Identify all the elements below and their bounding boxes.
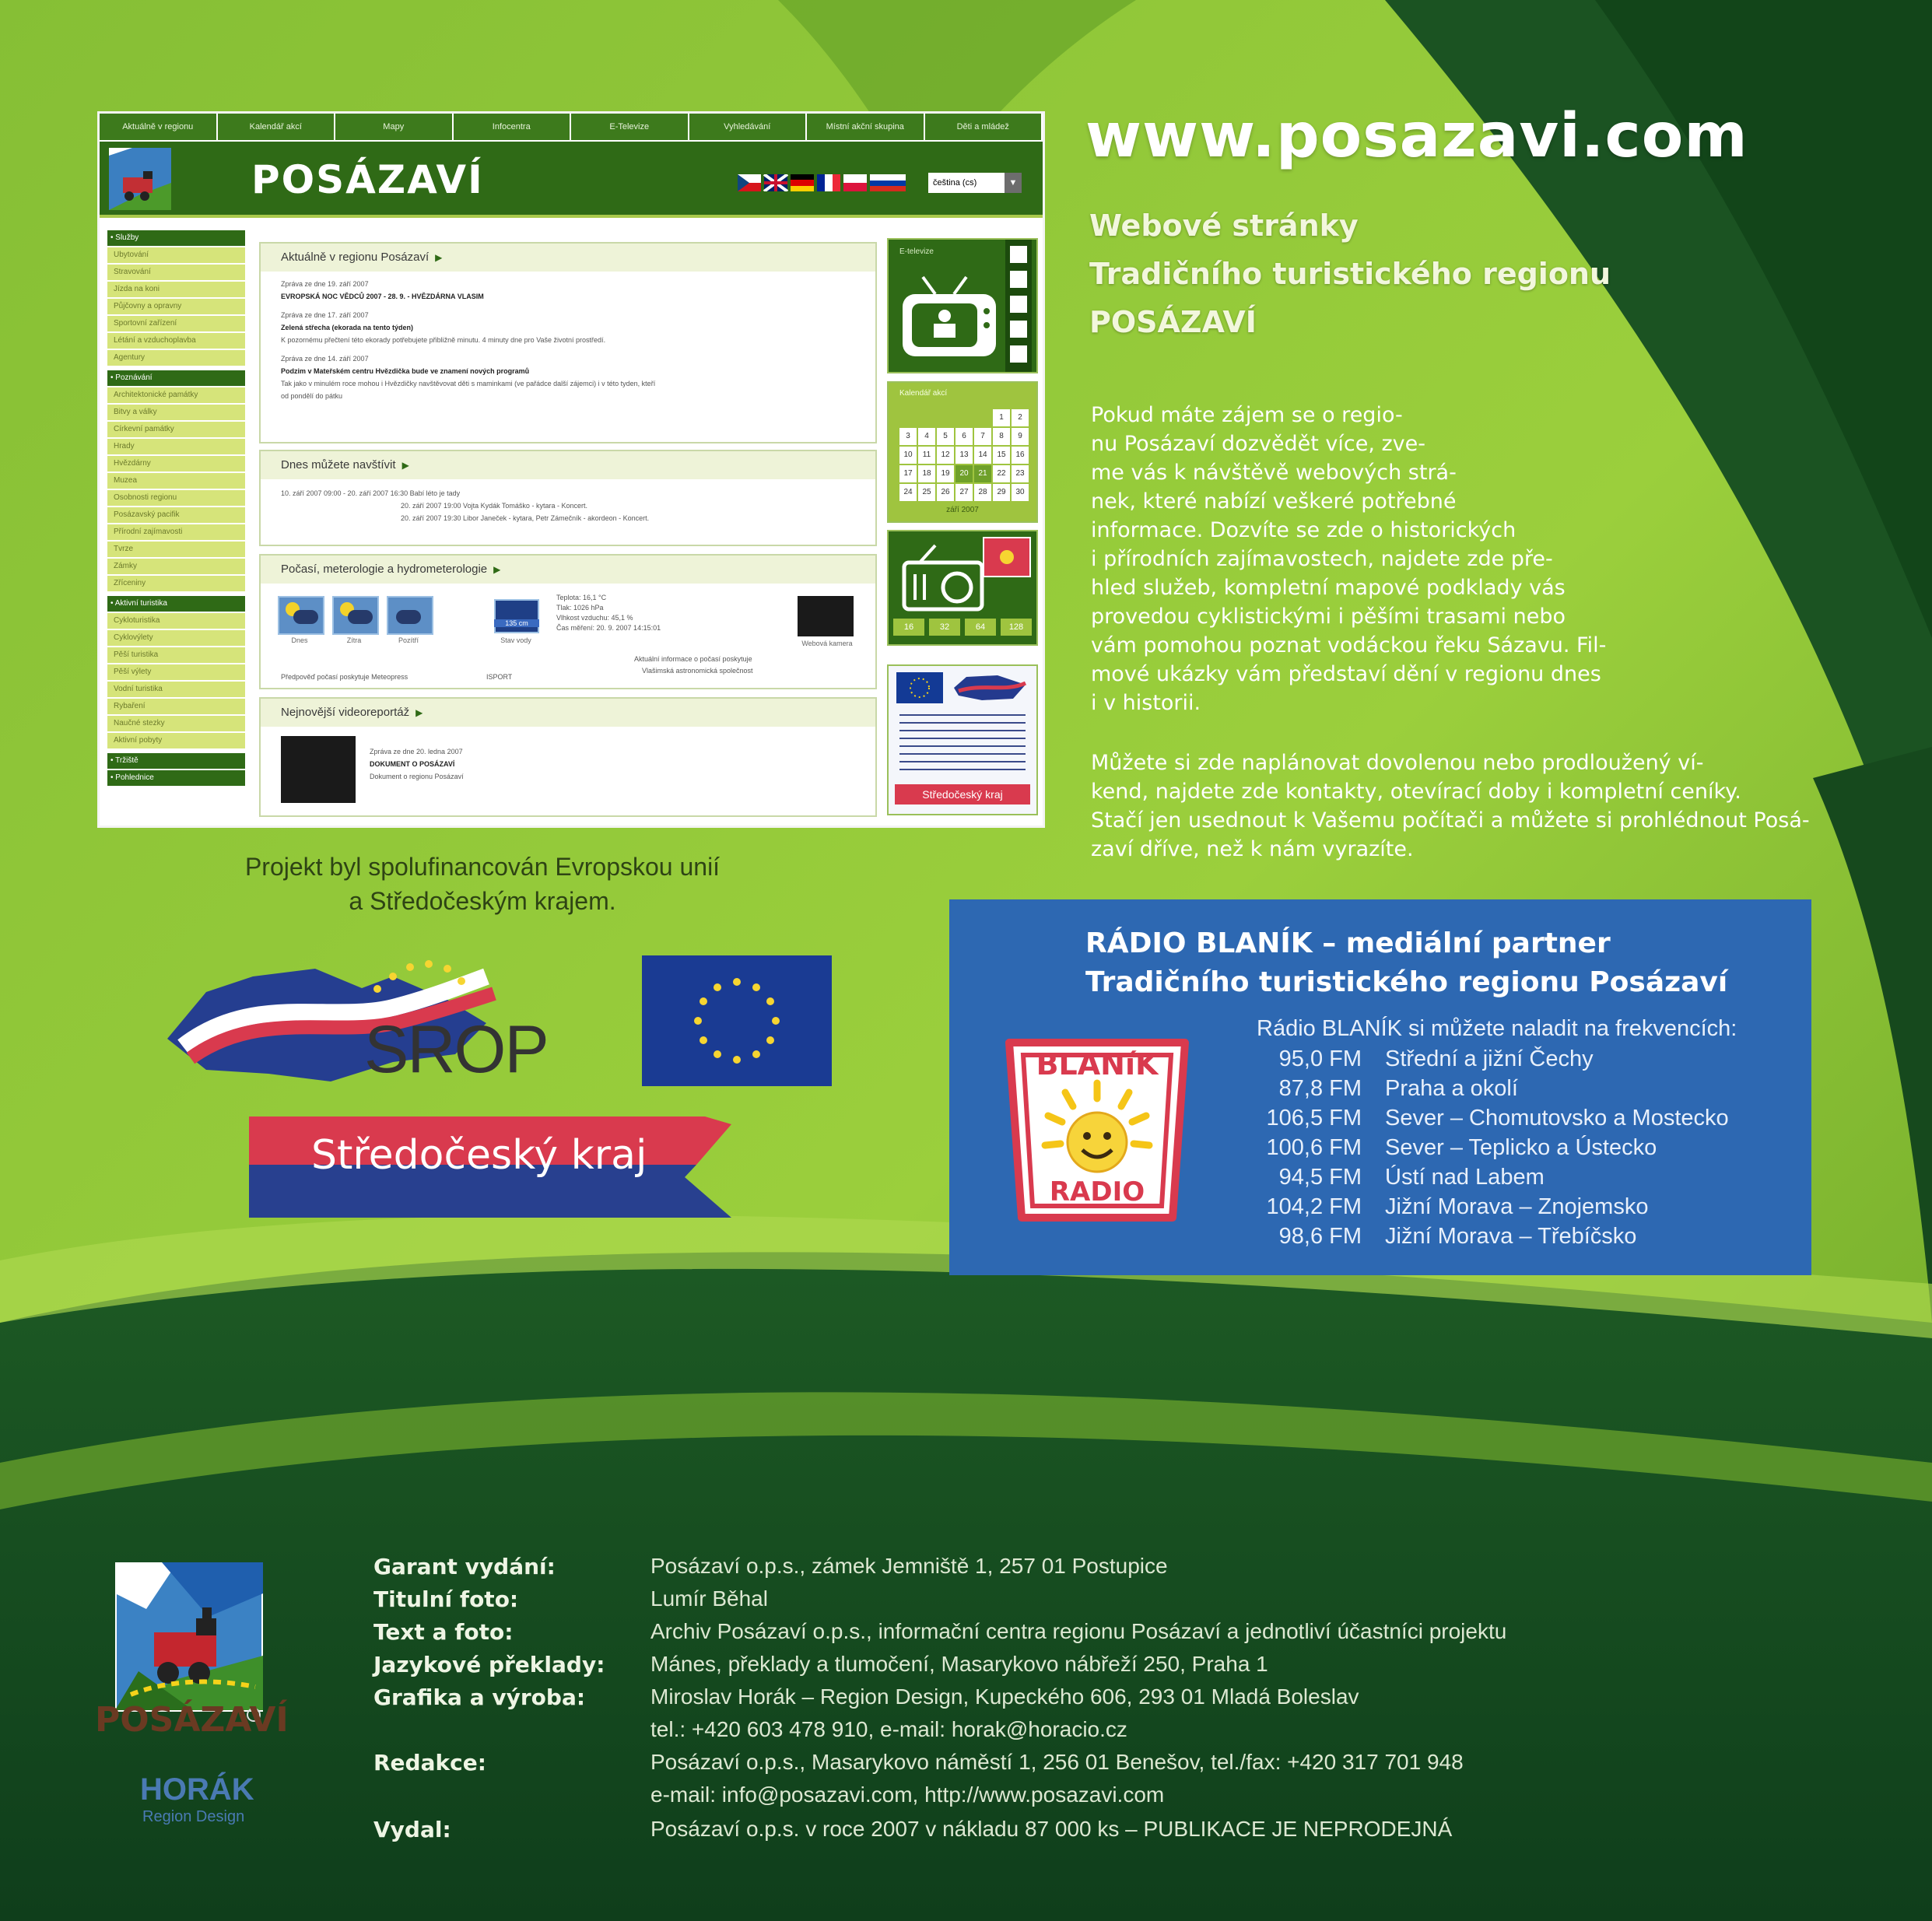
frequency-value: 98,6 FM bbox=[1278, 1224, 1362, 1249]
video-thumbnail[interactable] bbox=[281, 736, 356, 803]
weather-panel bbox=[259, 554, 877, 689]
sidebar-item[interactable]: Tvrze bbox=[107, 542, 245, 557]
paragraph-line: Můžete si zde naplánovat dovolenou nebo prodloužený ví- bbox=[1091, 751, 1704, 775]
news-line: Tak jako v minulém roce mohou i Hvězdičky navštěvovat děti s maminkami (ve pařádce další zájemci) i v této tyden, kteří bbox=[281, 380, 656, 387]
frequency-value: 104,2 FM bbox=[1266, 1194, 1362, 1219]
calendar-day[interactable]: 21 bbox=[974, 465, 991, 482]
news-line: Zpráva ze dne 19. září 2007 bbox=[281, 280, 369, 288]
weather-icon bbox=[332, 596, 379, 635]
sidebar-item[interactable]: Cykloturistika bbox=[107, 613, 245, 629]
credit-label: Garant vydání: bbox=[373, 1554, 556, 1579]
nav-item[interactable]: Místní akční skupina bbox=[807, 114, 925, 140]
calendar-grid bbox=[899, 409, 1030, 501]
sidebar-item[interactable]: Naučné stezky bbox=[107, 716, 245, 731]
paragraph-line: mové ukázky vám představí dění v regionu dnes bbox=[1091, 662, 1601, 686]
calendar-day[interactable]: 24 bbox=[899, 484, 917, 501]
arrow-right-icon: ▶ bbox=[416, 707, 423, 718]
sidebar-heading[interactable]: • Poznávání bbox=[107, 370, 245, 386]
calendar-box bbox=[887, 381, 1038, 523]
paragraph-line: nek, které nabízí veškeré potřebné bbox=[1091, 489, 1457, 514]
calendar-day bbox=[974, 409, 991, 426]
nav-item[interactable]: Vyhledávání bbox=[689, 114, 808, 140]
bitrate-option[interactable]: 32 bbox=[929, 619, 960, 636]
video-title-text: Nejnovější videoreportáž bbox=[281, 706, 410, 719]
weather-note: Vlašimská astronomická společnost bbox=[642, 667, 753, 675]
calendar-day bbox=[899, 409, 917, 426]
frequency-value: 95,0 FM bbox=[1278, 1046, 1362, 1071]
arrow-right-icon: ▶ bbox=[435, 252, 443, 263]
sidebar-item[interactable]: Posázavský pacifik bbox=[107, 507, 245, 523]
calendar-day[interactable]: 30 bbox=[1012, 484, 1029, 501]
radio-subheading: Tradičního turistického regionu Posázaví bbox=[1085, 966, 1728, 998]
paragraph-line: i přírodních zajímavostech, najdete zde pře- bbox=[1091, 547, 1553, 571]
calendar-day[interactable]: 12 bbox=[937, 447, 954, 464]
paragraph-line: Pokud máte zájem se o regio- bbox=[1091, 403, 1403, 427]
visit-panel bbox=[259, 450, 877, 546]
calendar-day[interactable]: 17 bbox=[899, 465, 917, 482]
radio-intro: Rádio BLANÍK si můžete naladit na frekvencích: bbox=[1257, 1016, 1737, 1041]
sidebar-item[interactable]: Aktivní pobyty bbox=[107, 733, 245, 748]
frequency-value: 106,5 FM bbox=[1266, 1106, 1362, 1131]
credit-value[interactable]: e-mail: info@posazavi.com, http://www.posazavi.com bbox=[650, 1783, 1165, 1807]
news-line[interactable]: EVROPSKÁ NOC VĚDCŮ 2007 - 28. 9. - HVĚZDÁRNA VLASIM bbox=[281, 293, 484, 300]
site-subtitle-line: Tradičního turistického regionu bbox=[1089, 257, 1611, 291]
calendar-day[interactable]: 5 bbox=[937, 428, 954, 445]
frequency-area: Jižní Morava – Znojemsko bbox=[1385, 1194, 1649, 1219]
event-line[interactable]: 20. září 2007 19:00 Vojta Kydák Tomáško - kytara - Koncert. bbox=[401, 502, 587, 510]
weather-stat: Čas měření: 20. 9. 2007 14:15:01 bbox=[556, 624, 661, 632]
credit-value: Archiv Posázaví o.p.s., informační centra regionu Posázaví a jednotliví účastníci projektu bbox=[650, 1619, 1507, 1643]
nav-item[interactable]: Děti a mládež bbox=[925, 114, 1043, 140]
kraj-banner-text: Středočeský kraj bbox=[311, 1132, 647, 1179]
calendar-day[interactable]: 14 bbox=[974, 447, 991, 464]
news-title-text: Aktuálně v regionu Posázaví bbox=[281, 251, 430, 264]
credit-value: Lumír Běhal bbox=[650, 1586, 768, 1611]
weather-title-text: Počasí, meterologie a hydrometerologie bbox=[281, 563, 488, 576]
posazavi-logo-text: POSÁZAVÍ bbox=[95, 1700, 289, 1740]
nav-item[interactable]: E-Televize bbox=[571, 114, 689, 140]
news-line[interactable]: Podzim v Mateřském centru Hvězdička bude ve znamení nových programů bbox=[281, 367, 530, 375]
language-flags-icon[interactable] bbox=[738, 174, 909, 191]
tv-icon bbox=[889, 240, 1036, 372]
frequency-area: Střední a jižní Čechy bbox=[1385, 1046, 1594, 1071]
credit-label: Jazykové překlady: bbox=[373, 1652, 605, 1677]
paragraph-line: nu Posázaví dozvědět více, zve- bbox=[1091, 432, 1425, 456]
credit-value: Posázaví o.p.s. v roce 2007 v nákladu 87 000 ks – PUBLIKACE JE NEPRODEJNÁ bbox=[650, 1817, 1453, 1841]
sidebar-item[interactable]: Zámky bbox=[107, 559, 245, 574]
weather-stat: Vlhkost vzduchu: 45,1 % bbox=[556, 614, 633, 622]
news-panel-title[interactable] bbox=[261, 244, 875, 272]
radio-logo-bottom-text: RADIO bbox=[1049, 1176, 1145, 1208]
weather-credit-2: ISPORT bbox=[486, 673, 513, 681]
calendar-day[interactable]: 10 bbox=[899, 447, 917, 464]
project-line: a Středočeským krajem. bbox=[349, 887, 616, 915]
posazavi-logo-icon bbox=[109, 148, 171, 210]
sidebar-item[interactable]: Pěší výlety bbox=[107, 664, 245, 680]
credit-label: Vydal: bbox=[373, 1817, 451, 1842]
project-funding-note bbox=[156, 850, 809, 918]
bitrate-option[interactable]: 64 bbox=[965, 619, 996, 636]
sidebar-heading[interactable]: • Aktivní turistika bbox=[107, 596, 245, 612]
frequency-area: Praha a okolí bbox=[1385, 1076, 1518, 1101]
sidebar-item[interactable]: Zříceniny bbox=[107, 576, 245, 591]
sidebar-item[interactable]: Stravování bbox=[107, 265, 245, 280]
horak-logo-text: HORÁK bbox=[140, 1772, 254, 1807]
sidebar-item[interactable]: Agentury bbox=[107, 350, 245, 366]
site-title: POSÁZAVÍ bbox=[251, 157, 484, 202]
calendar-day[interactable]: 27 bbox=[955, 484, 973, 501]
calendar-day[interactable]: 25 bbox=[918, 484, 935, 501]
language-select-value: čeština (cs) bbox=[933, 178, 977, 188]
arrow-right-icon: ▶ bbox=[401, 460, 409, 471]
sidebar-item[interactable]: Jízda na koni bbox=[107, 282, 245, 297]
srop-box-kraj: Středočeský kraj bbox=[895, 784, 1030, 805]
calendar-day[interactable]: 26 bbox=[937, 484, 954, 501]
paragraph-line: hled služeb, kompletní mapové podklady vás bbox=[1091, 576, 1566, 600]
sidebar-item[interactable]: Létání a vzduchoplavba bbox=[107, 333, 245, 349]
credit-label: Text a foto: bbox=[373, 1619, 514, 1645]
calendar-day[interactable]: 15 bbox=[993, 447, 1010, 464]
radio-box[interactable] bbox=[887, 530, 1038, 646]
sidebar-item[interactable]: Vodní turistika bbox=[107, 682, 245, 697]
calendar-day bbox=[955, 409, 973, 426]
weather-icon bbox=[387, 596, 433, 635]
frequency-area: Jižní Morava – Třebíčsko bbox=[1385, 1224, 1637, 1249]
nav-item[interactable]: Kalendář akcí bbox=[218, 114, 336, 140]
calendar-day[interactable]: 29 bbox=[993, 484, 1010, 501]
sidebar-item[interactable]: Hrady bbox=[107, 439, 245, 454]
video-panel-title[interactable] bbox=[261, 699, 875, 727]
sidebar-item[interactable]: Půjčovny a opravny bbox=[107, 299, 245, 314]
paragraph-line: provedou cyklistickými i pěšími trasami nebo bbox=[1091, 605, 1566, 629]
intro-paragraph bbox=[1091, 401, 1606, 717]
calendar-day[interactable]: 13 bbox=[955, 447, 973, 464]
language-select[interactable] bbox=[928, 173, 1022, 193]
video-panel bbox=[259, 697, 877, 817]
frequency-area: Ústí nad Labem bbox=[1385, 1165, 1545, 1190]
website-screenshot bbox=[97, 111, 1045, 828]
eu-flag-small-icon bbox=[896, 672, 943, 703]
site-url[interactable]: www.posazavi.com bbox=[1085, 101, 1748, 171]
site-subtitle-line: Webové stránky bbox=[1089, 209, 1359, 243]
sidebar bbox=[107, 230, 245, 786]
webcam-caption[interactable]: Webová kamera bbox=[801, 640, 853, 647]
horak-logo-subtext: Region Design bbox=[142, 1808, 245, 1825]
weather-caption: Pozítří bbox=[398, 636, 419, 644]
calendar-day bbox=[937, 409, 954, 426]
event-line[interactable]: 20. září 2007 19:30 Libor Janeček - kytara, Petr Zámečník - akordeon - Koncert. bbox=[401, 514, 650, 522]
sidebar-item[interactable]: Bitvy a války bbox=[107, 405, 245, 420]
arrow-right-icon: ▶ bbox=[493, 564, 501, 575]
visit-panel-title[interactable] bbox=[261, 451, 875, 479]
sidebar-item[interactable]: Církevní památky bbox=[107, 422, 245, 437]
weather-caption: Dnes bbox=[291, 636, 308, 644]
sidebar-item[interactable]: Rybaření bbox=[107, 699, 245, 714]
water-level-value: 135 cm bbox=[494, 619, 539, 627]
calendar-day[interactable]: 6 bbox=[955, 428, 973, 445]
paragraph-line: kend, najdete zde kontakty, otevírací doby i kompletní ceníky. bbox=[1091, 780, 1741, 804]
video-line: Zpráva ze dne 20. ledna 2007 bbox=[370, 748, 463, 755]
frequency-area: Sever – Teplicko a Ústecko bbox=[1385, 1135, 1657, 1160]
event-line[interactable]: 10. září 2007 09:00 - 20. září 2007 16:30 Babí léto je tady bbox=[281, 489, 461, 497]
frequency-value: 87,8 FM bbox=[1278, 1076, 1362, 1101]
calendar-day[interactable]: 2 bbox=[1012, 409, 1029, 426]
etv-box[interactable] bbox=[887, 238, 1038, 373]
credit-value[interactable]: tel.: +420 603 478 910, e-mail: horak@horacio.cz bbox=[650, 1717, 1127, 1741]
nav-item[interactable]: Mapy bbox=[335, 114, 454, 140]
news-line: od pondělí do pátku bbox=[281, 392, 343, 400]
calendar-day bbox=[918, 409, 935, 426]
video-line: Dokument o regionu Posázaví bbox=[370, 773, 464, 780]
site-header bbox=[100, 142, 1043, 218]
sidebar-heading[interactable]: • Pohlednice bbox=[107, 770, 245, 786]
radio-heading: RÁDIO BLANÍK – mediální partner bbox=[1085, 927, 1611, 959]
weather-credit: Předpověď počasí poskytuje Meteopress bbox=[281, 673, 408, 681]
weather-icon bbox=[278, 596, 324, 635]
frequency-area: Sever – Chomutovsko a Mostecko bbox=[1385, 1106, 1729, 1131]
planning-paragraph bbox=[1091, 748, 1810, 864]
bitrate-option[interactable]: 16 bbox=[893, 619, 924, 636]
credit-value: Posázaví o.p.s., Masarykovo náměstí 1, 256 01 Benešov, tel./fax: +420 317 701 948 bbox=[650, 1750, 1464, 1774]
nav-item[interactable]: Aktuálně v regionu bbox=[100, 114, 218, 140]
calendar-day[interactable]: 3 bbox=[899, 428, 917, 445]
news-line[interactable]: Zelená střecha (ekorada na tento týden) bbox=[281, 324, 414, 331]
sidebar-heading[interactable]: • Služby bbox=[107, 230, 245, 246]
radio-logo-top-text: BLANíK bbox=[1036, 1047, 1159, 1081]
czech-map-small-icon bbox=[951, 672, 1029, 703]
credit-value: Mánes, překlady a tlumočení, Masarykovo nábřeží 250, Praha 1 bbox=[650, 1652, 1268, 1676]
paragraph-line: i v historii. bbox=[1091, 691, 1201, 715]
paragraph-line: Stačí jen usednout k Vašemu počítači a můžete si prohlédnout Posá- bbox=[1091, 808, 1810, 833]
paragraph-line: zaví dříve, než k nám vyrazíte. bbox=[1091, 837, 1414, 861]
credit-value: Miroslav Horák – Region Design, Kupeckého 606, 293 01 Mladá Boleslav bbox=[650, 1684, 1359, 1709]
sidebar-heading[interactable]: • Tržiště bbox=[107, 753, 245, 769]
sidebar-item[interactable]: Pěší turistika bbox=[107, 647, 245, 663]
calendar-day[interactable]: 20 bbox=[955, 465, 973, 482]
eu-flag-icon bbox=[642, 955, 832, 1086]
nav-item[interactable]: Infocentra bbox=[454, 114, 572, 140]
weather-note: Aktuální informace o počasí poskytuje bbox=[634, 655, 752, 663]
news-line: Zpráva ze dne 14. září 2007 bbox=[281, 355, 369, 363]
calendar-day[interactable]: 16 bbox=[1012, 447, 1029, 464]
weather-stat: Tlak: 1026 hPa bbox=[556, 604, 604, 612]
bitrate-option[interactable]: 128 bbox=[1001, 619, 1032, 636]
sidebar-item[interactable]: Osobnosti regionu bbox=[107, 490, 245, 506]
chevron-down-icon: ▼ bbox=[1005, 173, 1022, 193]
frequency-value: 94,5 FM bbox=[1278, 1165, 1362, 1190]
calendar-day[interactable]: 28 bbox=[974, 484, 991, 501]
srop-logo-text: SROP bbox=[364, 1012, 548, 1087]
video-line[interactable]: DOKUMENT O POSÁZAVÍ bbox=[370, 760, 455, 768]
calendar-day[interactable]: 4 bbox=[918, 428, 935, 445]
site-subtitle-line: POSÁZAVÍ bbox=[1089, 305, 1257, 339]
calendar-day[interactable]: 7 bbox=[974, 428, 991, 445]
sidebar-item[interactable]: Sportovní zařízení bbox=[107, 316, 245, 331]
sidebar-item[interactable]: Architektonické památky bbox=[107, 387, 245, 403]
calendar-label: Kalendář akcí bbox=[899, 389, 948, 398]
paragraph-line: informace. Dozvíte se zde o historických bbox=[1091, 518, 1516, 542]
water-level-caption: Stav vody bbox=[500, 636, 531, 644]
weather-stat: Teplota: 16,1 °C bbox=[556, 594, 607, 601]
sidebar-item[interactable]: Ubytování bbox=[107, 247, 245, 263]
credit-label: Redakce: bbox=[373, 1750, 486, 1776]
top-navigation bbox=[100, 114, 1043, 140]
credit-value: Posázaví o.p.s., zámek Jemniště 1, 257 01 Postupice bbox=[650, 1554, 1168, 1578]
water-level-badge bbox=[494, 599, 539, 633]
frequency-value: 100,6 FM bbox=[1266, 1135, 1362, 1160]
calendar-day[interactable]: 9 bbox=[1012, 428, 1029, 445]
news-line: Zpráva ze dne 17. září 2007 bbox=[281, 311, 369, 319]
srop-box[interactable] bbox=[887, 664, 1038, 815]
calendar-day[interactable]: 18 bbox=[918, 465, 935, 482]
webcam-image[interactable] bbox=[798, 596, 854, 636]
paragraph-line: vám pomohou poznat vodáckou řeku Sázavu. Fil- bbox=[1091, 633, 1607, 657]
visit-title-text: Dnes můžete navštívit bbox=[281, 458, 396, 471]
weather-caption: Zítra bbox=[346, 636, 362, 644]
sidebar-item[interactable]: Hvězdárny bbox=[107, 456, 245, 471]
calendar-day[interactable]: 11 bbox=[918, 447, 935, 464]
paragraph-line: me vás k návštěvě webových strá- bbox=[1091, 461, 1457, 485]
calendar-day[interactable]: 8 bbox=[993, 428, 1010, 445]
credit-label: Grafika a výroba: bbox=[373, 1684, 586, 1710]
credit-label: Titulní foto: bbox=[373, 1586, 519, 1612]
etv-label: E-televize bbox=[899, 247, 934, 256]
news-panel bbox=[259, 242, 877, 443]
calendar-day[interactable]: 19 bbox=[937, 465, 954, 482]
weather-panel-title[interactable] bbox=[261, 556, 875, 584]
srop-box-text bbox=[899, 711, 1026, 773]
calendar-month: září 2007 bbox=[946, 506, 979, 514]
sidebar-item[interactable]: Muzea bbox=[107, 473, 245, 489]
calendar-day[interactable]: 1 bbox=[993, 409, 1010, 426]
radio-box-nums bbox=[893, 619, 1032, 636]
calendar-day[interactable]: 23 bbox=[1012, 465, 1029, 482]
news-line: K pozornému přečtení této ekorady potřebujete přibližně minutu. 4 minuty dne pro Vaše životní prostředí. bbox=[281, 336, 606, 344]
sidebar-item[interactable]: Cyklovýlety bbox=[107, 630, 245, 646]
project-line: Projekt byl spolufinancován Evropskou unií bbox=[244, 853, 721, 881]
calendar-day[interactable]: 22 bbox=[993, 465, 1010, 482]
sidebar-item[interactable]: Přírodní zajímavosti bbox=[107, 524, 245, 540]
